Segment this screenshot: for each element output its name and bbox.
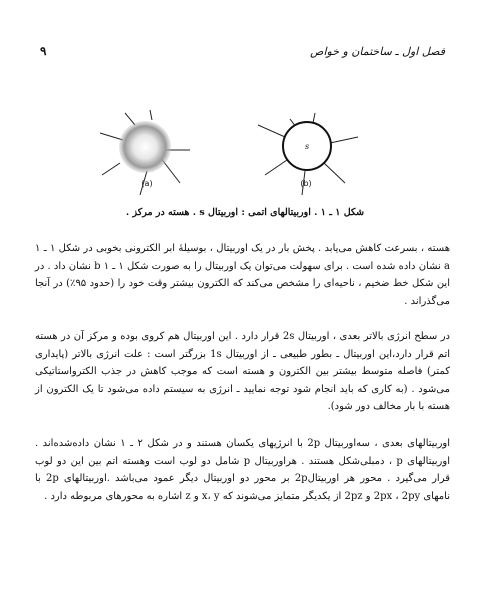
figure-label-a: (a) [141,179,153,188]
paragraph-text: در سطح انرژی بالاتر بعدی ، اوربیتال 2s قرار دارد . این اوربیتال هم کروی بوده و مرکز آن در هسته اتم قرار دارد،این اوربیتال ـ بطور طبیعی ـ از اوربیتال 1s بزرگتر است : علت انرژی بالاتر (پایداری کمتر) فاصله متوسط بیشتر بین الکترون و هسته است که موجب کاهش در جذب الکترواستاتیکی می‌شود . (به کاری که باید انجام شود توجه نمایید ـ انرژی به سیستم داده می‌شود تا یک الکترون از هسته با بار مخالف دور شود). [35,331,451,413]
orbital-b-boundary-surface [258,113,358,195]
s-orbital-figure [0,95,485,245]
paragraph-3 [35,435,450,505]
paragraph-1 [35,240,450,310]
page-header [40,40,445,62]
orbital-a-electron-cloud [100,110,190,195]
figure-label-b: (b) [300,179,312,188]
page-number: ۹ [40,44,47,58]
paragraph-2 [35,328,450,416]
figure-caption: شکل ۱ ـ ۱ . اوربیتالهای اتمی : اوربیتال s . هسته در مرکز . [125,207,365,218]
chapter-title: فصل اول ـ ساختمان و خواص [310,44,445,58]
paragraph-text: هسته ، بسرعت کاهش می‌یابد . پخش بار در یک اوربیتال ، بوسیلهٔ ابر الکترونی بخوبی در شکل ۱ ـ ۱ a نشان داده شده است . برای سهولت می‌توان یک اوربیتال را به صورت شکل ۱ ـ ۱ b نشان داد . در این شکل خط ضخیم ، ناحیه‌ای را مشخص می‌کند که الکترون بیشتر وقت خود را (حدود ۹۵٪) در آنجا می‌گذراند . [35,243,450,307]
nucleus-label: s [304,142,310,151]
paragraph-text: اوربیتالهای بعدی ، سه‌اوربیتال 2p با انرژیهای یکسان هستند و در شکل ۲ ـ ۱ نشان داده‌شده‌اند . اوربیتالهای p ، دمبلی‌شکل هستند . هراوربیتال p شامل دو لوب است وهسته اتم بین این دو لوب قرار می‌گیرد . محور هر اوربیتال2p بر محور دو اوربیتال دیگر عمود می‌باشد .اوربیتالهای 2p با نامهای 2px ، 2py و 2pz از یکدیگر متمایز می‌شوند که x، y و z اشاره به محورهای مربوطه دارد . [35,438,451,502]
